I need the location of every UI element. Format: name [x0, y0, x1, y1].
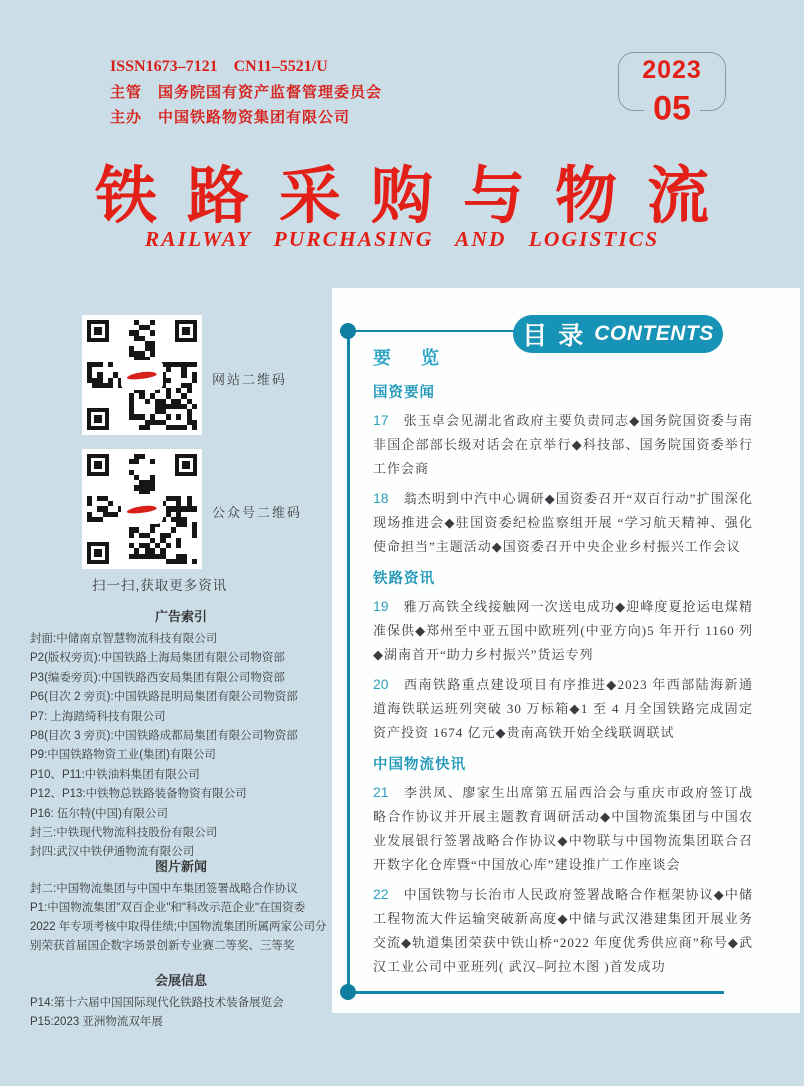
toc-entry-page: 19 — [373, 598, 389, 614]
qr-finder-icon — [87, 320, 109, 342]
qr-finder-icon — [87, 408, 109, 430]
toc-entry-text: 雅万高铁全线接触网一次送电成功◆迎峰度夏抢运电煤精准保供◆郑州至中亚五国中欧班列(中亚方向)5 年开行 1160 列◆湖南首开“助力乡村振兴”货运专列 — [373, 599, 753, 662]
contents-panel — [332, 288, 800, 1013]
magazine-title: 铁路采购与物流 — [94, 162, 739, 231]
qr-finder-icon — [175, 320, 197, 342]
wechat-qr-label: 公众号二维码 — [212, 505, 303, 520]
connector-line — [347, 331, 350, 993]
expo-info-item: P15:2023 亚洲物流双年展 — [30, 1016, 163, 1029]
qr-finder-icon — [87, 454, 109, 476]
organizer-line: 主办 中国铁路物资集团有限公司 — [110, 109, 351, 126]
toc-entry — [373, 408, 753, 481]
toc-entry-page: 21 — [373, 784, 389, 800]
ad-index-title: 广告索引 — [154, 609, 207, 624]
qr-finder-icon — [87, 542, 109, 564]
ad-index-item: P12、P13:中铁物总铁路装备物资有限公司 — [30, 788, 247, 801]
website-qr-label: 网站二维码 — [212, 372, 288, 387]
toc-group-label: 中国物流快讯 — [373, 757, 466, 773]
issue-number: 05 — [644, 92, 700, 126]
ad-index-item: P6(目次 2 旁页):中国铁路昆明局集团有限公司物资部 — [30, 691, 298, 704]
toc-entry-page: 17 — [373, 412, 389, 428]
issue-year: 2023 — [642, 56, 702, 84]
wechat-qr-code — [82, 449, 202, 569]
toc-entry — [373, 594, 753, 667]
magazine-subtitle: RAILWAY PURCHASING AND LOGISTICS — [144, 227, 660, 251]
toc-entry-page: 18 — [373, 490, 389, 506]
scan-hint: 扫一扫,获取更多资讯 — [92, 578, 228, 593]
overview-heading: 要 览 — [373, 348, 445, 368]
qr-center-logo-icon — [123, 362, 161, 388]
ad-index-item: P3(编委旁页):中国铁路西安局集团有限公司物资部 — [30, 671, 285, 684]
ad-index-item: 封面:中储南京智慧物流科技有限公司 — [30, 633, 218, 645]
expo-info-title: 会展信息 — [154, 973, 207, 988]
connector-dot — [340, 323, 356, 339]
toc-entry-text: 西南铁路重点建设项目有序推进◆2023 年西部陆海新通道海铁联运班列突破 30 万标箱◆1 至 4 月全国铁路完成固定资产投资 1674 亿元◆贵南高铁开始全线联调联试 — [373, 677, 753, 740]
ad-index-section — [30, 608, 332, 863]
toc-entry — [373, 486, 753, 559]
ad-index-item: P2(版权旁页):中国铁路上海局集团有限公司物资部 — [30, 652, 285, 665]
connector-line — [348, 330, 516, 333]
toc-entry-text: 翁杰明到中汽中心调研◆国资委召开“双百行动”扩围深化现场推进会◆驻国资委纪检监察组开展 “学习航天精神、强化使命担当”主题活动◆国资委召开中央企业乡村振兴工作会议 — [373, 491, 753, 554]
qr-finder-icon — [175, 454, 197, 476]
table-of-contents — [373, 346, 753, 984]
expo-info-item: P14:第十六届中国国际现代化铁路技术装备展览会 — [30, 997, 284, 1009]
website-qr-code — [82, 315, 202, 435]
ad-index-item: P16: 伍尔特(中国)有限公司 — [30, 807, 169, 820]
photo-news-title: 图片新闻 — [154, 859, 207, 874]
connector-dot — [340, 984, 356, 1000]
ad-index-item: 封三:中铁现代物流科技股份有限公司 — [30, 827, 218, 840]
toc-entry — [373, 672, 753, 745]
toc-entry-page: 22 — [373, 886, 389, 902]
contents-title-en: CONTENTS — [594, 322, 714, 345]
ad-index-item: P8(目次 3 旁页):中国铁路成都局集团有限公司物资部 — [30, 730, 298, 743]
ad-index-item: P9:中国铁路物资工业(集团)有限公司 — [30, 749, 216, 762]
issn-line: ISSN1673–7121 CN11–5521/U — [110, 58, 328, 75]
toc-entry-text: 中国铁物与长治市人民政府签署战略合作框架协议◆中储工程物流大件运输突破新高度◆中储与武汉港建集团开展业务交流◆轨道集团荣获中铁山桥“2022 年度优秀供应商”称号◆武汉工业公司中亚班列( 武汉–阿拉木图 )首发成功 — [373, 887, 753, 974]
toc-entry-page: 20 — [373, 676, 389, 692]
toc-group-label: 国资要闻 — [373, 385, 435, 401]
toc-entry-text: 张玉卓会见湖北省政府主要负责同志◆国务院国资委与南非国企部部长级对话会在京举行◆科技部、国务院国资委举行工作会商 — [373, 413, 753, 476]
ad-index-item: P7: 上海踏绮科技有限公司 — [30, 710, 166, 723]
toc-entry-text: 李洪凤、廖家生出席第五届西洽会与重庆市政府签订战略合作协议并开展主题教育调研活动◆中国物流集团与中国农业发展银行签署战略合作协议◆中物联与中国物流集团联合召开数字化仓库暨“中国放心库”建设推广工作座谈会 — [373, 785, 753, 872]
photo-news-item: P1:中国物流集团"双百企业"和"科改示范企业"在国资委 2022 年专项考核中取得佳绩;中国物流集团所属两家公司分别荣获首届国企数字场景创新专业赛二等奖、三等奖 — [30, 902, 327, 953]
qr-center-logo-icon — [123, 496, 161, 522]
expo-info-section — [30, 972, 332, 1033]
connector-line — [348, 991, 724, 994]
ad-index-item: 封四:武汉中铁伊通物流有限公司 — [30, 846, 195, 859]
photo-news-section — [30, 858, 332, 956]
photo-news-item: 封二:中国物流集团与中国中车集团签署战略合作协议 — [30, 883, 298, 895]
toc-entry — [373, 882, 753, 979]
issue-box — [618, 52, 726, 128]
masthead — [110, 54, 382, 130]
toc-entry — [373, 780, 753, 877]
ad-index-item: P10、P11:中铁油料集团有限公司 — [30, 768, 200, 781]
contents-title-cn: 目 录 — [522, 322, 586, 350]
toc-group-label: 铁路资讯 — [373, 571, 435, 587]
supervisor-line: 主管 国务院国有资产监督管理委员会 — [110, 84, 383, 101]
